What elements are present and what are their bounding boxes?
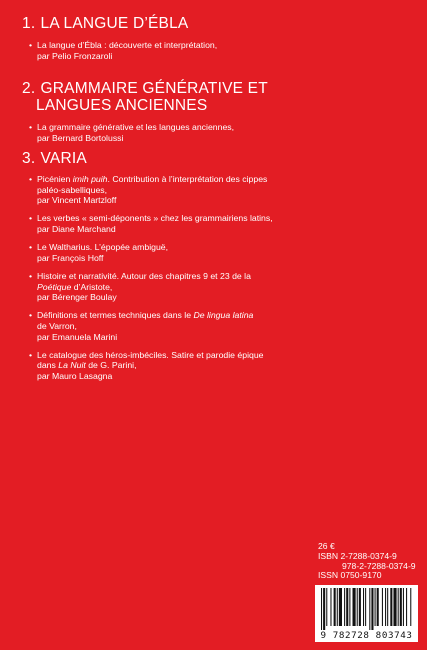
barcode-bar (323, 588, 325, 630)
entry-title-line-2: de Varron, (37, 320, 77, 331)
section-heading (22, 150, 412, 167)
entry-list (22, 122, 412, 143)
barcode-bar (371, 588, 373, 630)
barcode-bar (385, 588, 386, 626)
list-item (22, 310, 412, 342)
bullet-icon: • (29, 310, 33, 321)
entry-author: par Diane Marchand (37, 223, 116, 234)
barcode-bar (398, 588, 399, 626)
section-title-line-2: LANGUES ANCIENNES (36, 97, 208, 114)
barcode-bar (369, 588, 370, 630)
entry-author: par Bernard Bortolussi (37, 132, 124, 143)
barcode-bar (377, 588, 379, 626)
section-number: 1. (22, 15, 36, 32)
barcode-bar (406, 588, 407, 626)
barcode-bar (321, 588, 322, 630)
barcode-bar (363, 588, 364, 626)
section-title: LA LANGUE D’ÉBLA (40, 15, 189, 32)
barcode-bar (326, 588, 327, 626)
list-item (22, 271, 412, 303)
section-heading (22, 15, 412, 32)
section-number: 2. (22, 80, 36, 97)
entry-list (22, 40, 412, 61)
entry-title: Le catalogue des héros-imbéciles. Satire et parodie épique (37, 349, 264, 360)
entry-title: Les verbes « semi-déponents » chez les grammairiens latins, (37, 213, 273, 224)
barcode-bar (357, 588, 358, 626)
entry-title: Picénien imih puih. Contribution à l’interprétation des cippes (37, 174, 268, 184)
section-2 (22, 80, 412, 143)
entry-title-italic: La Nuit (58, 360, 86, 371)
entry-title: Histoire et narrativité. Autour des chapitres 9 et 23 de la (37, 270, 251, 281)
entry-title-italic: imih puih (72, 174, 108, 184)
bullet-icon: • (29, 122, 33, 132)
list-item (22, 213, 412, 234)
entry-title: La grammaire générative et les langues anciennes, (37, 122, 235, 132)
bullet-icon: • (29, 242, 33, 253)
bullet-icon: • (29, 349, 33, 360)
barcode-bar (410, 588, 411, 626)
entry-author: par François Hoff (37, 252, 104, 263)
barcode-bar (337, 588, 338, 626)
entry-title-line-2: Poétique d’Aristote, (37, 281, 113, 292)
section-number: 3. (22, 150, 36, 167)
section-title: GRAMMAIRE GÉNÉRATIVE ET (40, 80, 268, 97)
entry-author: par Vincent Martzloff (37, 195, 117, 206)
list-item (22, 350, 412, 382)
bullet-icon: • (29, 270, 33, 281)
entry-title-italic: De lingua latina (193, 310, 254, 321)
bullet-icon: • (29, 213, 33, 224)
section-title: VARIA (40, 150, 87, 167)
barcode-bar (390, 588, 392, 626)
barcode-bar (334, 588, 336, 626)
barcode-bar (400, 588, 402, 626)
barcode-bar (346, 588, 348, 626)
barcode-bar (382, 588, 383, 626)
list-item (22, 242, 412, 263)
barcode-digits: 9 782728 803743 (320, 630, 413, 641)
issn: ISSN 0750-9170 (318, 570, 382, 581)
isbn-10: ISBN 2-7288-0374-9 (318, 550, 397, 561)
barcode (315, 585, 418, 642)
barcode-bar (349, 588, 350, 626)
barcode-bar (339, 588, 342, 626)
entry-list (22, 174, 412, 381)
entry-author: par Pelio Fronzaroli (37, 50, 113, 61)
barcode-bar (393, 588, 396, 626)
entry-author: par Mauro Lasagna (37, 370, 113, 381)
barcode-bar (375, 588, 376, 626)
barcode-bar (353, 588, 356, 626)
entry-author: par Bérenger Boulay (37, 292, 117, 303)
entry-title-line-2: paléo-sabelliques, (37, 184, 108, 195)
barcode-bar (344, 588, 345, 626)
list-item (22, 174, 412, 206)
isbn-13: 978-2-7288-0374-9 (342, 560, 416, 571)
entry-author: par Emanuela Marini (37, 331, 118, 342)
barcode-bar (387, 588, 388, 626)
entry-title: Le Waltharius. L’épopée ambiguë, (37, 242, 169, 253)
publication-info (318, 542, 416, 581)
barcode-bar (365, 588, 366, 626)
section-3 (22, 150, 412, 389)
barcode-bar (359, 588, 361, 626)
bullet-icon: • (29, 174, 33, 184)
list-item (22, 40, 412, 61)
list-item (22, 122, 412, 143)
section-heading (22, 80, 412, 114)
barcode-bar (403, 588, 404, 626)
entry-title-italic: Poétique (37, 281, 72, 292)
barcode-bars-icon (315, 585, 418, 631)
price: 26 € (318, 541, 335, 551)
section-1 (22, 15, 412, 61)
entry-title: La langue d’Ébla : découverte et interprétation, (37, 40, 218, 50)
entry-title-line-2: dans La Nuit de G. Parini, (37, 360, 137, 371)
bullet-icon: • (29, 40, 33, 50)
barcode-bar (330, 588, 331, 626)
entry-title: Définitions et termes techniques dans le De lingua latina (37, 310, 254, 321)
